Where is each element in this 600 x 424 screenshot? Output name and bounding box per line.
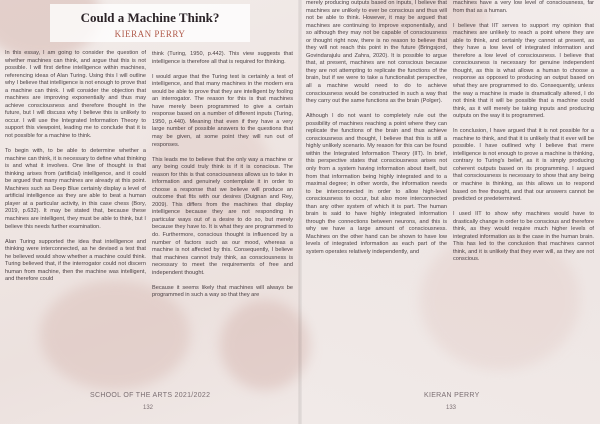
text-column-2 [152,51,293,387]
paragraph: machines have a very low level of consciousness, far from that as a human. [453,0,594,14]
paragraph: think (Turing, 1950, p.442). This view suggests that intelligence is therefore all that is required for thinking. [152,51,293,65]
paragraph: In conclusion, I have argued that it is not possible for a machine to think, and that it is unlikely that it ever will be possible. I have outlined why I believe that mere intelligence is not enough to prove a machine is thinking, contrary to Turing's belief, as it is simply producing coherent outputs based on its programming. I argued that consciousness is necessary to show that any being or machine is thinking, as this allows us to respond based on free thought, and that our answers cannot be predicted or predetermined. [453,128,594,203]
page-number-left: 132 [143,405,154,411]
paragraph: I believe that IIT serves to support my opinion that machines are unlikely to reach a point where they are able to think, and certainly they cannot at present, as they have a low level of integrated information and therefore a low level of consciousness. I believe that consciousness is necessary for genuine independent thought, as this is what allows a human to choose a response as opposed to producing an output based on what they are programmed to do. Consequently, unless the way a machine is made is dramatically altered, I do not think that it will be possible that a machine could think, as it will merely be taking inputs and producing outputs on the way it is programmed. [453,22,594,120]
paragraph: I used IIT to show why machines would have to drastically change in order to be conscious and therefore think, as they would require much higher levels of integrated information as is the case in the human brain. This has led to the conclusion that machines cannot think, and it is unlikely that they ever will, as they are not conscious. [453,211,594,263]
paragraph: I would argue that the Turing test is certainly a test of intelligence, and that many machines in the modern era would be able to prove that they are intelligent by fooling an interrogator. The reason for this is that machines have merely been programmed to give a certain response based on a number of different inputs (Turing, 1950, p.440). Meaning that even if they have a very large number of possible answers to the questions that may be given, at some point they will run out of responses. [152,73,293,148]
paragraph: This leads me to believe that the only way a machine or any being could truly think is if it is conscious. The reason for this is that consciousness allows us to take in information and genuinely contemplate it in order to choose a response that we believe will produce an outcome that fits with our desires (Duignan and Rey, 2009). This differs from the machines that display intelligence because they are not responding in particular ways out of a desire to do so, but merely because they have to. It is what they are programmed to do. Furthermore, conscious thought is influenced by a number of factors such as our mood, whereas a machine is not affected by this. Consequently, I believe that machines cannot truly think, as consciousness is necessary to meet the requirements of free and independent thought. [152,156,293,276]
page-gutter [298,0,302,424]
paragraph: Because it seems likely that machines will always be programmed in such a way so that they are [152,284,293,299]
paragraph: Alan Turing supported the idea that intelligence and thinking were interconnected, as he devised a test that he believed would show whether a machine could think. Turing believed that, if the interrogator could not discern human from machine, then the machine was intelligent, and therefore could [5,238,146,283]
title-box [50,4,250,42]
footer-author: KIERAN PERRY [424,392,480,399]
text-column-4 [453,0,594,355]
paragraph: merely producing outputs based on inputs, I believe that machines are unlikely to ever be conscious and thus will not be able to think. However, it may be argued that machines are continuing to improve exponentially, and so although they may not be capable of consciousness or thought right now, there is no reason to believe that they will not reach this point in the future (Bringsjord, Govindarajulu and Zahra, 2020). It is possible to argue that, at present, machines are not conscious because they are not attempting to replicate the functions of the brain, but if we were to take a functionalist perspective, all a machine would need to do to achieve consciousness would be constructed in such a way that they carry out the same functions as the brain (Polger). [306,0,447,105]
article-author: KIERAN PERRY [114,29,186,39]
article-title: Could a Machine Think? [80,10,220,25]
page-number-right: 133 [446,405,457,411]
paragraph: In this essay, I am going to consider the question of whether machines can think, and argue that this is not possible. I will first define intelligence within machines, referencing ideas of Alan Turing. Using this I will outline why I believe that intelligence is not enough to prove that a machine can think. I will consider the objection that machines are improving exponentially and thus may achieve consciousness and therefore thought in the future, but I will discuss why I believe this is unlikely to occur. I will use the Integrated Information Theory to support this viewpoint, leading me to conclude that it is not possible for a machine to think. [5,50,146,140]
text-column-1 [5,50,146,384]
paragraph: To begin with, to be able to determine whether a machine can think, it is necessary to define what thinking is and what it involves. One line of thought is that thinking arises from (artificial) intelligence, and it could be argued that many machines are already at this point. Machines such as Deep Blue certainly display a level of artificial intelligence as they are able to beat a human player at a particular activity, in this case chess (Bory, 2019, p.632). It may be stated that, because these machines are intelligent, they must be able to think, but I believe this needs further examination. [5,148,146,230]
text-column-3 [306,0,447,388]
footer-publication: SCHOOL OF THE ARTS 2021/2022 [90,392,211,399]
paragraph: Although I do not want to completely rule out the possibility of machines reaching a point where they can replicate the functions of the brain and thus achieve consciousness and thought, I believe that this is still a highly unlikely scenario. My reason for this can be found within the Integrated Information Theory (IIT). In brief, this perspective states that consciousness arises not only from a system having information about itself, but from that information being highly integrated and to a maximal degree; in other words, the information needs to be interconnected in order to allow high-level consciousness to occur, but also more interconnected than any other system of which it is part. The human brain is said to have highly integrated information through the connections between neurons, and this is why we have a large amount of consciousness. Machines on the other hand can be shown to have low levels of integrated information as each part of the system operates relatively independently, and [306,113,447,255]
